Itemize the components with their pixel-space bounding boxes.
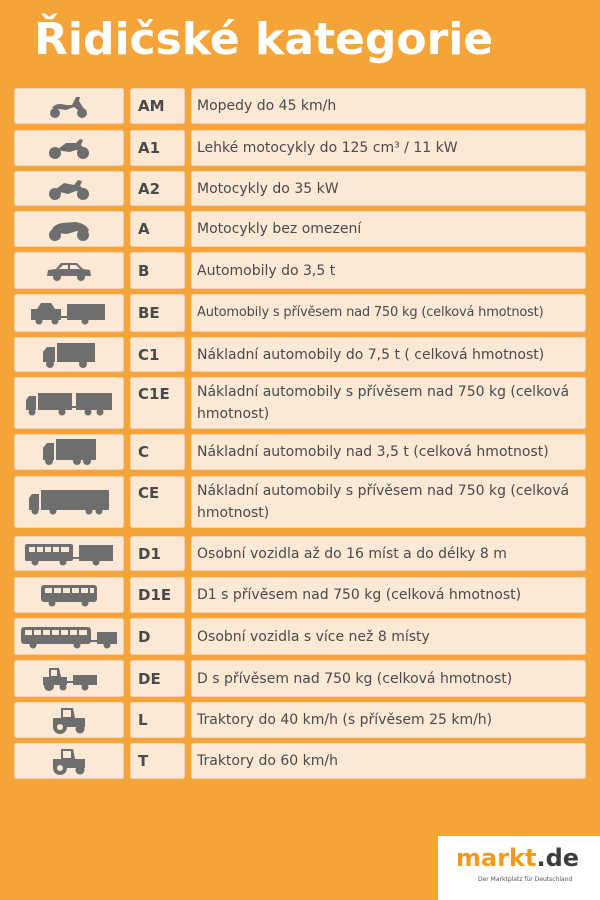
category-row (14, 536, 586, 571)
category-code: D (130, 618, 185, 655)
category-row (14, 577, 586, 613)
category-description: D1 s přívěsem nad 750 kg (celková hmotnost) (191, 577, 586, 613)
category-code: C1E (130, 377, 185, 429)
moped-icon (14, 88, 124, 124)
small-truck-icon (14, 337, 124, 372)
category-code: C (130, 434, 185, 470)
logo-word: markt (456, 844, 537, 872)
markt-logo[interactable] (438, 836, 600, 900)
category-code: D1 (130, 536, 185, 571)
category-description: Mopedy do 45 km/h (191, 88, 586, 124)
category-row (14, 660, 586, 697)
category-code: D1E (130, 577, 185, 613)
category-row (14, 171, 586, 206)
category-description: D s přívěsem nad 750 kg (celková hmotnost) (191, 660, 586, 697)
category-row (14, 252, 586, 289)
small-truck-trailer-icon (14, 377, 124, 429)
category-description: Automobily s přívěsem nad 750 kg (celková hmotnost) (191, 294, 586, 332)
minibus-icon (14, 577, 124, 613)
category-code: A1 (130, 130, 185, 166)
category-description: Traktory do 60 km/h (191, 743, 586, 779)
category-row (14, 211, 586, 247)
car-icon (14, 252, 124, 289)
category-row (14, 88, 586, 124)
category-row (14, 294, 586, 332)
logo-tagline: Der Marktplatz für Deutschland (478, 876, 573, 883)
category-row (14, 476, 586, 528)
category-code: A (130, 211, 185, 247)
category-description: Lehké motocykly do 125 cm³ / 11 kW (191, 130, 586, 166)
category-row (14, 434, 586, 470)
category-code: T (130, 743, 185, 779)
category-code: CE (130, 476, 185, 528)
minibus-trailer-icon (14, 536, 124, 571)
category-description: Motocykly bez omezení (191, 211, 586, 247)
category-row (14, 130, 586, 166)
category-description: Nákladní automobily do 7,5 t ( celková hmotnost) (191, 337, 586, 372)
bus-trailer-icon (14, 618, 124, 655)
car-trailer-icon (14, 294, 124, 332)
category-code: BE (130, 294, 185, 332)
category-code: B (130, 252, 185, 289)
category-code: DE (130, 660, 185, 697)
sport-motorcycle-icon (14, 211, 124, 247)
motorcycle-icon (14, 171, 124, 206)
truck-icon (14, 434, 124, 470)
category-code: C1 (130, 337, 185, 372)
category-description: Nákladní automobily s přívěsem nad 750 kg (celková hmotnost) (191, 476, 586, 528)
category-code: L (130, 702, 185, 738)
tractor-trailer-icon (14, 660, 124, 697)
category-description: Nákladní automobily nad 3,5 t (celková hmotnost) (191, 434, 586, 470)
light-motorcycle-icon (14, 130, 124, 166)
category-description: Motocykly do 35 kW (191, 171, 586, 206)
tractor-icon (14, 702, 124, 738)
category-row (14, 377, 586, 429)
large-tractor-icon (14, 743, 124, 779)
logo-suffix: .de (536, 844, 580, 872)
category-row (14, 743, 586, 779)
category-row (14, 702, 586, 738)
truck-trailer-icon (14, 476, 124, 528)
category-description: Osobní vozidla s více než 8 místy (191, 618, 586, 655)
category-description: Nákladní automobily s přívěsem nad 750 kg (celková hmotnost) (191, 377, 586, 429)
category-description: Osobní vozidla až do 16 míst a do délky 8 m (191, 536, 586, 571)
page-title: Řidičské kategorie (34, 14, 494, 65)
category-code: AM (130, 88, 185, 124)
category-row (14, 337, 586, 372)
category-code: A2 (130, 171, 185, 206)
category-description: Traktory do 40 km/h (s přívěsem 25 km/h) (191, 702, 586, 738)
category-description: Automobily do 3,5 t (191, 252, 586, 289)
category-row (14, 618, 586, 655)
